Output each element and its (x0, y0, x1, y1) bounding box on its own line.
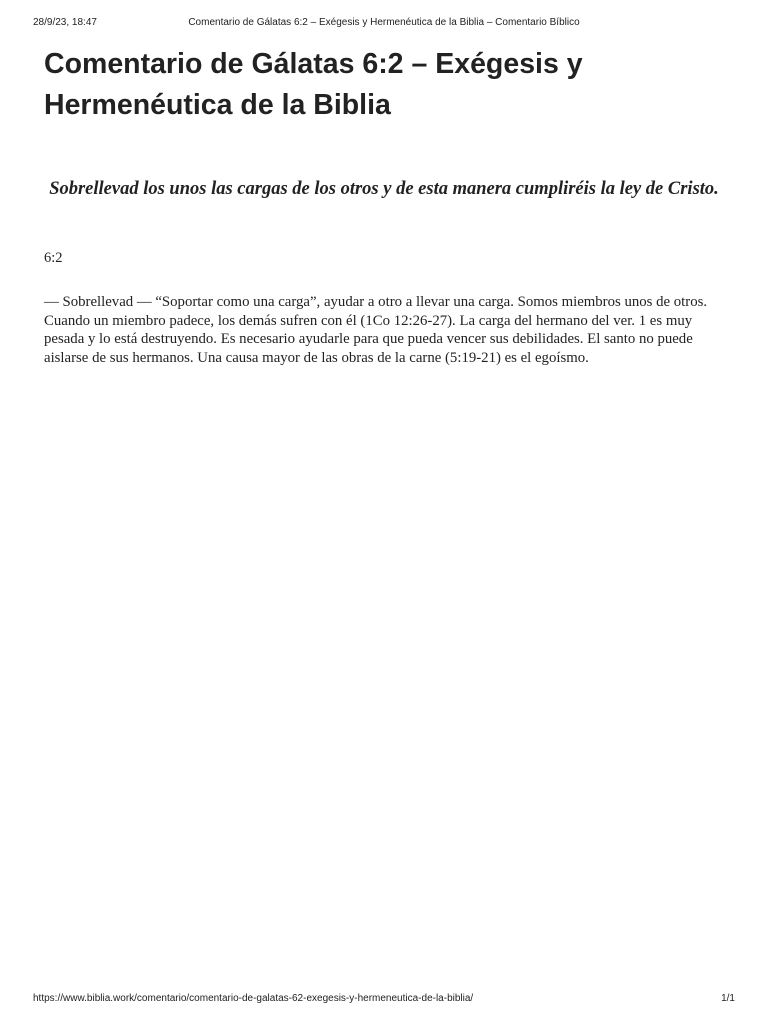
print-document-title: Comentario de Gálatas 6:2 – Exégesis y Hermenéutica de la Biblia – Comentario Bíblico (188, 17, 580, 28)
print-datetime: 28/9/23, 18:47 (33, 17, 97, 28)
commentary-paragraph: — Sobrellevad — “Soportar como una carga”, ayudar a otro a llevar una carga. Somos miembros unos de otros. Cuando un miembro padece, los demás sufren con él (1Co 12:26-27). La carga del hermano del ver. 1 es muy pesada y lo está destruyendo. Es necesario ayudarle para que pueda vencer sus debilidades. El santo no puede aislarse de sus hermanos. Una causa mayor de las obras de la carne (5:19-21) es el egoísmo. (44, 294, 708, 366)
print-url[interactable]: https://www.biblia.work/comentario/comentario-de-galatas-62-exegesis-y-hermeneutica-de-la-biblia/ (33, 993, 474, 1004)
page-title: Comentario de Gálatas 6:2 – Exégesis y Hermenéutica de la Biblia (44, 48, 583, 121)
page-number: 1/1 (721, 993, 735, 1004)
verse-quote: Sobrellevad los unos las cargas de los otros y de esta manera cumpliréis la ley de Cristo. (49, 179, 719, 199)
verse-reference: 6:2 (44, 250, 63, 266)
print-footer (33, 993, 735, 1007)
print-header (33, 17, 735, 31)
